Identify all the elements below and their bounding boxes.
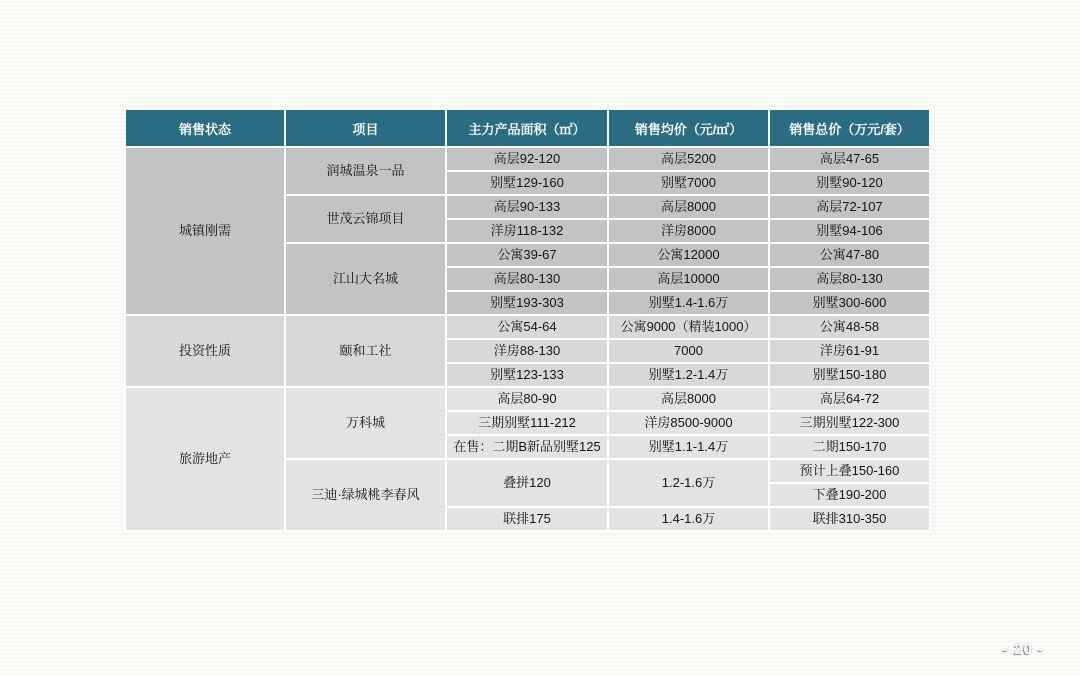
table-cell: 二期150-170 [769, 435, 930, 459]
table-cell: 润城温泉一品 [285, 147, 446, 195]
table-cell: 世茂云锦项目 [285, 195, 446, 243]
column-header-total-price: 销售总价（万元/套） [769, 109, 930, 147]
table-cell: 高层80-130 [769, 267, 930, 291]
table-cell: 洋房88-130 [446, 339, 608, 363]
table-cell: 叠拼120 [446, 459, 608, 507]
table-cell: 公寓12000 [608, 243, 769, 267]
table-cell: 洋房61-91 [769, 339, 930, 363]
table-cell: 高层80-130 [446, 267, 608, 291]
table-header-row [125, 109, 930, 147]
table-cell: 洋房118-132 [446, 219, 608, 243]
table-cell: 联排310-350 [769, 507, 930, 531]
table-cell: 旅游地产 [125, 387, 285, 531]
table-cell: 公寓48-58 [769, 315, 930, 339]
sales-table [124, 108, 931, 532]
table-cell: 江山大名城 [285, 243, 446, 315]
table-cell: 预计上叠150-160 [769, 459, 930, 483]
table-cell: 别墅129-160 [446, 171, 608, 195]
table-cell: 高层64-72 [769, 387, 930, 411]
table-cell: 高层80-90 [446, 387, 608, 411]
table-cell: 别墅1.4-1.6万 [608, 291, 769, 315]
table-row [125, 147, 930, 171]
table-cell: 在售：二期B新品别墅125 [446, 435, 608, 459]
table-cell: 别墅150-180 [769, 363, 930, 387]
table-cell: 洋房8500-9000 [608, 411, 769, 435]
table-cell: 颐和工社 [285, 315, 446, 387]
column-header-average-price: 销售均价（元/㎡） [608, 109, 769, 147]
table-cell: 高层72-107 [769, 195, 930, 219]
table-cell: 别墅90-120 [769, 171, 930, 195]
table-cell: 三迪·绿城桃李春风 [285, 459, 446, 531]
table-row [125, 387, 930, 411]
table-cell: 公寓9000（精装1000） [608, 315, 769, 339]
table-cell: 洋房8000 [608, 219, 769, 243]
table-cell: 别墅1.1-1.4万 [608, 435, 769, 459]
table-cell: 别墅94-106 [769, 219, 930, 243]
table-cell: 高层90-133 [446, 195, 608, 219]
table-cell: 公寓47-80 [769, 243, 930, 267]
column-header-sales-status: 销售状态 [125, 109, 285, 147]
table-cell: 联排175 [446, 507, 608, 531]
table-cell: 1.4-1.6万 [608, 507, 769, 531]
column-header-project: 项目 [285, 109, 446, 147]
table-cell: 1.2-1.6万 [608, 459, 769, 507]
table-cell: 别墅193-303 [446, 291, 608, 315]
table-cell: 投资性质 [125, 315, 285, 387]
table-cell: 万科城 [285, 387, 446, 459]
table-cell: 公寓54-64 [446, 315, 608, 339]
table-cell: 7000 [608, 339, 769, 363]
table-cell: 别墅300-600 [769, 291, 930, 315]
table-cell: 别墅123-133 [446, 363, 608, 387]
table-cell: 三期别墅111-212 [446, 411, 608, 435]
table-cell: 三期别墅122-300 [769, 411, 930, 435]
table-cell: 别墅1.2-1.4万 [608, 363, 769, 387]
table-row [125, 315, 930, 339]
table-cell: 下叠190-200 [769, 483, 930, 507]
column-header-main-product-area: 主力产品面积（㎡） [446, 109, 608, 147]
table-cell: 别墅7000 [608, 171, 769, 195]
table-cell: 高层10000 [608, 267, 769, 291]
table-cell: 高层47-65 [769, 147, 930, 171]
table-cell: 高层8000 [608, 195, 769, 219]
table-cell: 高层92-120 [446, 147, 608, 171]
page-number: - 20 - [1002, 641, 1044, 658]
table-cell: 高层5200 [608, 147, 769, 171]
table-cell: 城镇刚需 [125, 147, 285, 315]
table-cell: 高层8000 [608, 387, 769, 411]
table-cell: 公寓39-67 [446, 243, 608, 267]
